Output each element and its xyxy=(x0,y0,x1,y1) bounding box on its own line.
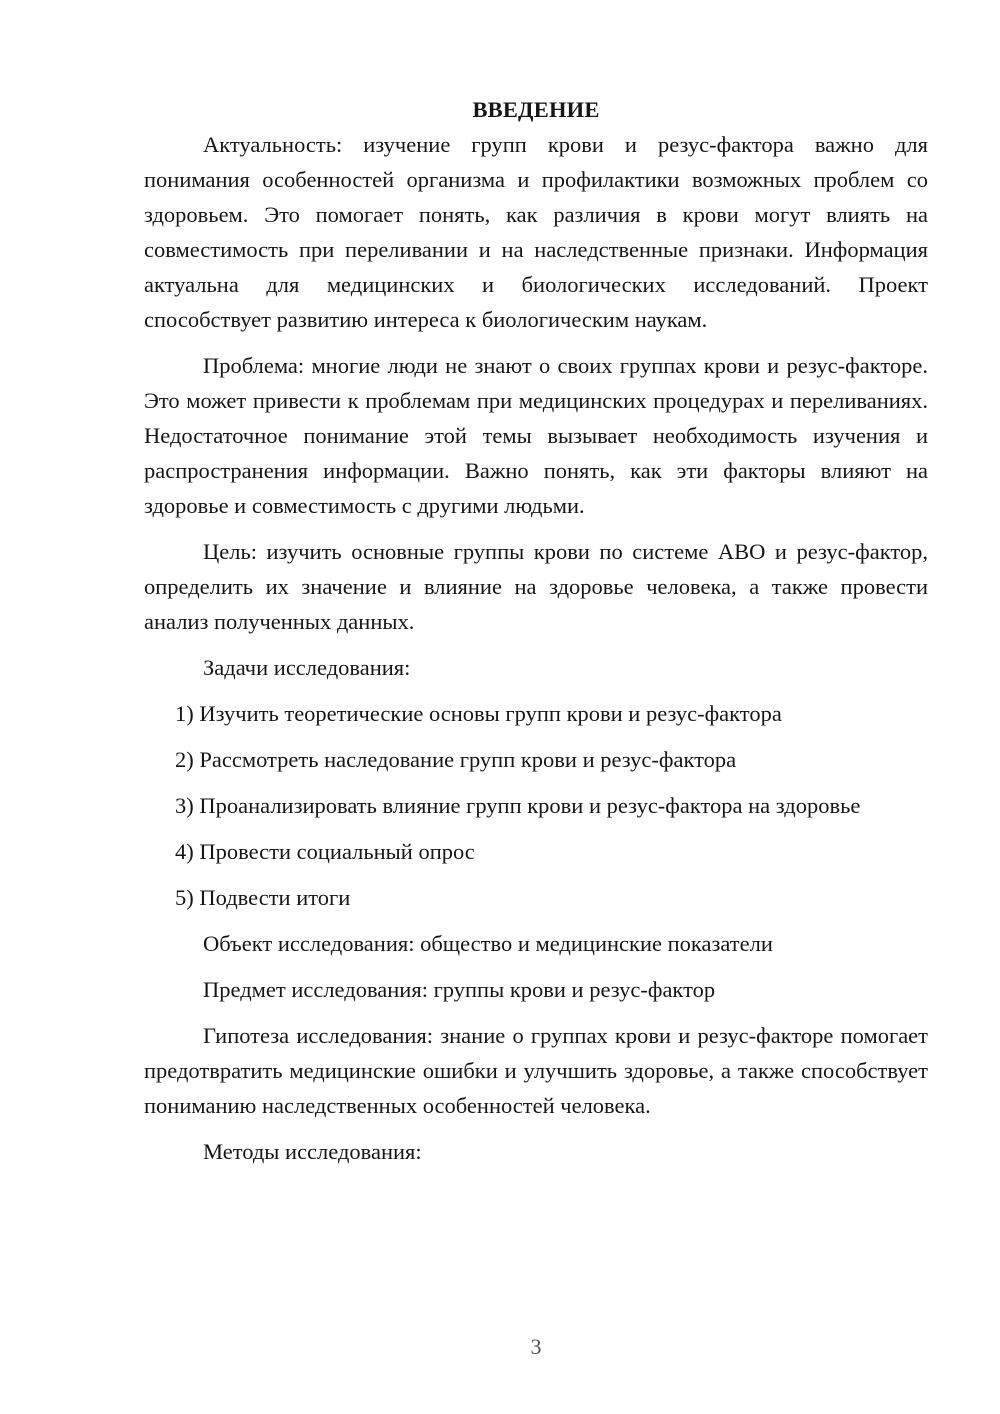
page-content xyxy=(144,92,928,1169)
page-number: 3 xyxy=(530,1334,542,1359)
section-title: ВВЕДЕНИЕ xyxy=(472,97,600,122)
task-item: 5) Подвести итоги xyxy=(175,885,351,910)
task-item: 4) Провести социальный опрос xyxy=(175,839,475,864)
object-paragraph: Объект исследования: общество и медицинские показатели xyxy=(203,931,773,956)
problem-paragraph: Проблема: многие люди не знают о своих группах крови и резус-факторе. Это может привести к проблемам при медицинских процедурах и переливаниях. Недостаточное понимание этой темы вызывает необходимость изучения и распространения информации. Важно понять, как эти факторы влияют на здоровье и совместимость с другими людьми. xyxy=(144,353,928,518)
task-item: 1) Изучить теоретические основы групп крови и резус-фактора xyxy=(175,701,782,726)
methods-heading: Методы исследования: xyxy=(203,1139,422,1164)
task-item: 3) Проанализировать влияние групп крови и резус-фактора на здоровье xyxy=(175,793,861,818)
hypothesis-paragraph: Гипотеза исследования: знание о группах крови и резус-факторе помогает предотвратить медицинские ошибки и улучшить здоровье, а также способствует пониманию наследственных особенностей человека. xyxy=(144,1023,928,1118)
subject-paragraph: Предмет исследования: группы крови и резус-фактор xyxy=(203,977,716,1002)
relevance-paragraph: Актуальность: изучение групп крови и резус-фактора важно для понимания особенностей организма и профилактики возможных проблем со здоровьем. Это помогает понять, как различия в крови могут влиять на совместимость при переливании и на наследственные признаки. Информация актуальна для медицинских и биологических исследований. Проект способствует развитию интереса к биологическим наукам. xyxy=(144,132,928,332)
tasks-heading: Задачи исследования: xyxy=(203,655,411,680)
goal-paragraph: Цель: изучить основные группы крови по системе АВО и резус-фактор, определить их значение и влияние на здоровье человека, а также провести анализ полученных данных. xyxy=(144,539,928,634)
task-item: 2) Рассмотреть наследование групп крови и резус-фактора xyxy=(175,747,737,772)
